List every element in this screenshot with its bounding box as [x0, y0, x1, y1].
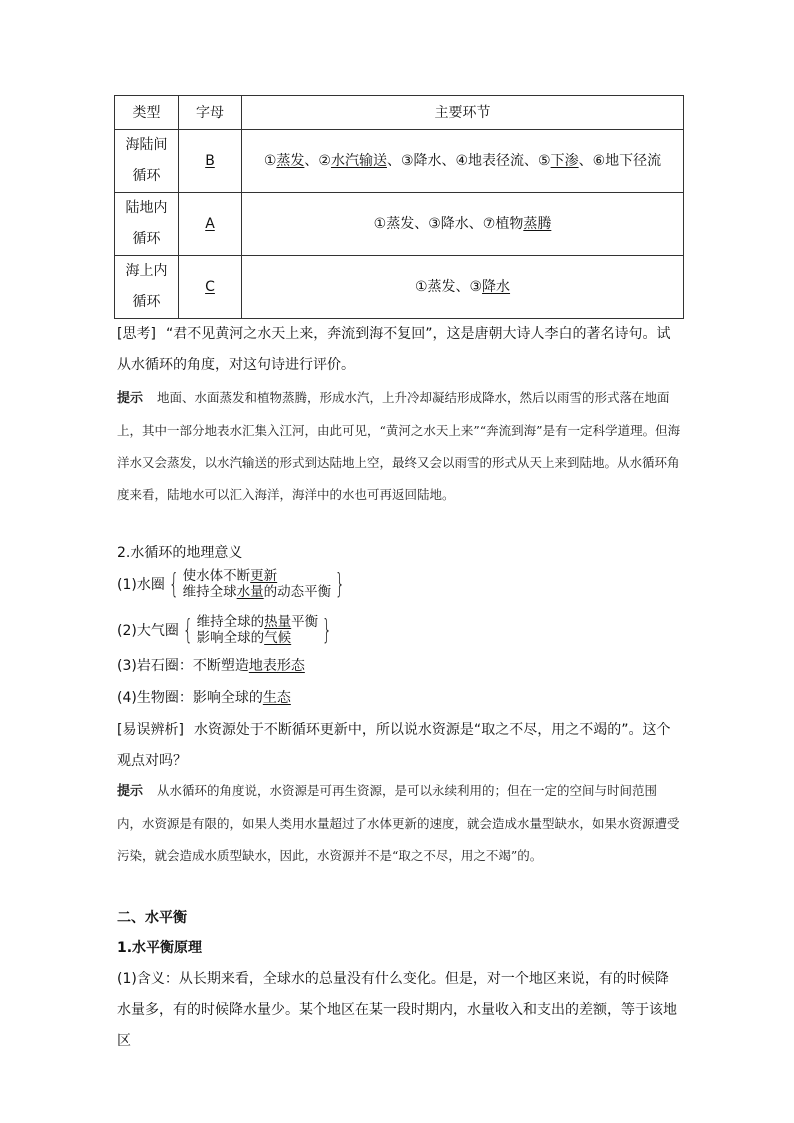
- cell-type: 海陆间循环: [115, 130, 179, 193]
- stage-text: 下渗: [550, 153, 579, 169]
- header-type: 类型: [115, 96, 179, 130]
- table-header-row: [115, 96, 684, 130]
- header-stages: 主要环节: [242, 96, 684, 130]
- hint-paragraph-2: 提示 从水循环的角度说，水资源是可再生资源，是可以永续利用的；但在一定的空间与时间范围内，水资源是有限的，如果人类用水量超过了水体更新的速度，就会造成水量型缺水，如果水资源遭受污染，就会造成水质型缺水，因此，水资源并不是“取之不尽，用之不竭”的。: [117, 783, 680, 863]
- misconception-label: [易误辨析]: [117, 722, 184, 738]
- stage-text: ①蒸发、③降水、⑦植物: [373, 216, 524, 232]
- hint-label: 提示: [117, 391, 144, 406]
- cell-stages: [242, 193, 684, 256]
- stage-text: ①: [263, 153, 277, 169]
- header-letter: 字母: [179, 96, 242, 130]
- water-cycle-table: [114, 95, 684, 319]
- hint-paragraph-1: [117, 382, 682, 511]
- hint-label: 提示: [117, 784, 144, 799]
- section-title-significance: 2.水循环的地理意义: [117, 545, 243, 561]
- cell-type: 陆地内循环: [115, 193, 179, 256]
- subheading-principle: 1.水平衡原理: [117, 940, 203, 956]
- hydrosphere-item: (1)水圈 { 使水体不断更新 维持全球水量的动态平衡 }: [117, 567, 345, 600]
- table-row: [115, 256, 684, 319]
- think-label: [思考]: [117, 326, 156, 342]
- hint-text: 地面、水面蒸发和植物蒸腾，形成水汽，上升冷却凝结形成降水，然后以雨雪的形式落在地面上，其中一部分地表水汇集入江河，由此可见，“黄河之水天上来”“奔流到海”是有一定科学道理。但海洋水又会蒸发，以水汽输送的形式到达陆地上空，最终又会以雨雪的形式从天上来到陆地。从水循环角度来看，陆地水可以汇入海洋，海洋中的水也可再返回陆地。: [117, 390, 681, 502]
- cell-type: 海上内循环: [115, 256, 179, 319]
- section-heading-water-balance: 二、水平衡: [117, 910, 187, 926]
- cell-letter: B: [179, 130, 242, 193]
- cell-stages: [242, 130, 684, 193]
- stage-text: 蒸发: [276, 153, 305, 169]
- cell-stages: [242, 256, 684, 319]
- table-row: [115, 193, 684, 256]
- stage-text: 、⑥地下径流: [578, 153, 662, 169]
- stage-text: 、②: [304, 153, 331, 169]
- lithosphere-item: (3)岩石圈：不断塑造地表形态: [117, 658, 305, 674]
- think-text: “君不见黄河之水天上来，奔流到海不复回”，这是唐朝大诗人李白的著名诗句。试从水循环的角度，对这句诗进行评价。: [117, 326, 671, 373]
- stage-text: 降水: [482, 279, 511, 295]
- cell-letter: A: [179, 193, 242, 256]
- meaning-paragraph: (1)含义：从长期来看，全球水的总量没有什么变化。但是，对一个地区来说，有的时候降水量多，有的时候降水量少。某个地区在某一段时期内，水量收入和支出的差额，等于该地区: [117, 971, 677, 1049]
- stage-text: 蒸腾: [523, 216, 552, 232]
- atmosphere-item: (2)大气圈 { 维持全球的热量平衡 影响全球的气候 }: [117, 613, 332, 646]
- biosphere-item: (4)生物圈：影响全球的生态: [117, 690, 291, 706]
- stage-text: 水汽输送: [330, 153, 387, 169]
- misconception-paragraph: [易误辨析] 水资源处于不断循环更新中，所以说水资源是“取之不尽，用之不竭的”。这个观点对吗？: [117, 722, 671, 769]
- cell-letter: C: [179, 256, 242, 319]
- think-paragraph: [117, 319, 682, 381]
- table-row: [115, 130, 684, 193]
- stage-text: ①蒸发、③: [414, 279, 483, 295]
- stage-text: 、③降水、④地表径流、⑤: [386, 153, 551, 169]
